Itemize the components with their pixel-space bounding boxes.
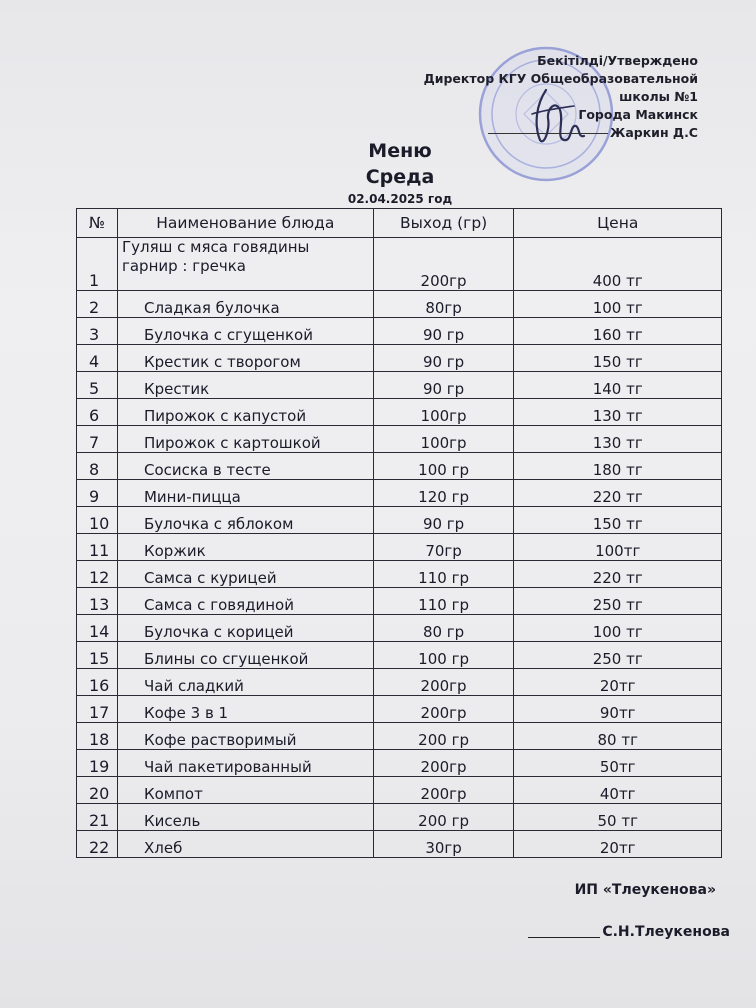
- row-number: 18: [77, 723, 118, 750]
- dish-output: 90 гр: [373, 318, 514, 345]
- dish-name: Сосиска в тесте: [117, 453, 373, 480]
- dish-name: Чай пакетированный: [117, 750, 373, 777]
- row-number: 16: [77, 669, 118, 696]
- dish-output: 110 гр: [373, 561, 514, 588]
- dish-name: Самса с курицей: [117, 561, 373, 588]
- table-row: [77, 777, 722, 804]
- table-row: [77, 507, 722, 534]
- dish-price: 130 тг: [514, 426, 722, 453]
- row-number: 12: [77, 561, 118, 588]
- table-row: [77, 480, 722, 507]
- approval-line-4: Города Макинск: [578, 107, 698, 122]
- dish-name: Булочка с корицей: [117, 615, 373, 642]
- table-row: [77, 561, 722, 588]
- dish-price: 220 тг: [514, 561, 722, 588]
- director-name: Жаркин Д.С: [610, 125, 698, 140]
- dish-output: 90 гр: [373, 372, 514, 399]
- menu-table: [76, 208, 722, 858]
- approval-line-2: Директор КГУ Общеобразовательной: [423, 71, 698, 86]
- row-number: 11: [77, 534, 118, 561]
- approval-line-3: школы №1: [619, 89, 698, 104]
- dish-output: 80 гр: [373, 615, 514, 642]
- dish-name: Хлеб: [117, 831, 373, 858]
- table-row: [77, 453, 722, 480]
- row-number: 3: [77, 318, 118, 345]
- menu-day: Среда: [365, 166, 435, 188]
- dish-output: 100гр: [373, 426, 514, 453]
- dish-output: 80гр: [373, 291, 514, 318]
- dish-output: 90 гр: [373, 345, 514, 372]
- dish-name: Крестик с творогом: [117, 345, 373, 372]
- dish-name: Пирожок с картошкой: [117, 426, 373, 453]
- table-row: [77, 291, 722, 318]
- dish-price: 50тг: [514, 750, 722, 777]
- approval-line-5: [424, 124, 698, 142]
- dish-price: 400 тг: [514, 238, 722, 291]
- dish-output: 120 гр: [373, 480, 514, 507]
- dish-output: 70гр: [373, 534, 514, 561]
- dish-price: 250 тг: [514, 588, 722, 615]
- dish-price: 90тг: [514, 696, 722, 723]
- dish-name: Пирожок с капустой: [117, 399, 373, 426]
- row-number: 22: [77, 831, 118, 858]
- menu-title-block: [360, 138, 440, 190]
- column-header-output: Выход (гр): [373, 209, 514, 238]
- row-number: 20: [77, 777, 118, 804]
- dish-output: 200гр: [373, 238, 514, 291]
- row-number: 2: [77, 291, 118, 318]
- row-number: 1: [77, 238, 118, 291]
- table-row: [77, 345, 722, 372]
- menu-date: 02.04.2025 год: [347, 192, 453, 206]
- dish-name: Булочка с сгущенкой: [117, 318, 373, 345]
- menu-title: Меню: [368, 140, 432, 162]
- dish-name: Мини-пицца: [117, 480, 373, 507]
- row-number: 15: [77, 642, 118, 669]
- dish-output: 200гр: [373, 669, 514, 696]
- dish-name: Самса с говядиной: [117, 588, 373, 615]
- table-row: [77, 669, 722, 696]
- dish-name: Чай сладкий: [117, 669, 373, 696]
- dish-name: Кисель: [117, 804, 373, 831]
- dish-price: 180 тг: [514, 453, 722, 480]
- dish-name: Компот: [117, 777, 373, 804]
- dish-output: 200гр: [373, 777, 514, 804]
- dish-name: [117, 238, 373, 291]
- dish-price: 140 тг: [514, 372, 722, 399]
- dish-price: 220 тг: [514, 480, 722, 507]
- company-name: ИП «Тлеукенова»: [574, 882, 716, 898]
- table-row: [77, 534, 722, 561]
- dish-price: 130 тг: [514, 399, 722, 426]
- table-row: [77, 399, 722, 426]
- column-header-dish: Наименование блюда: [117, 209, 373, 238]
- table-row: [77, 426, 722, 453]
- approval-line-1: Бекітілді/Утверждено: [537, 53, 698, 68]
- dish-name-line-1: Гуляш с мяса говядины: [121, 238, 310, 256]
- dish-output: 100 гр: [373, 642, 514, 669]
- row-number: 5: [77, 372, 118, 399]
- dish-price: 80 тг: [514, 723, 722, 750]
- dish-name: Булочка с яблоком: [117, 507, 373, 534]
- dish-price: 150 тг: [514, 507, 722, 534]
- dish-output: 200 гр: [373, 723, 514, 750]
- approval-block: [424, 52, 698, 142]
- dish-output: 90 гр: [373, 507, 514, 534]
- row-number: 17: [77, 696, 118, 723]
- dish-name-line-2: гарнир : гречка: [121, 257, 246, 275]
- dish-price: 40тг: [514, 777, 722, 804]
- dish-price: 150 тг: [514, 345, 722, 372]
- table-row: [77, 831, 722, 858]
- dish-name: Коржик: [117, 534, 373, 561]
- table-row: [77, 696, 722, 723]
- row-number: 7: [77, 426, 118, 453]
- dish-output: 200 гр: [373, 804, 514, 831]
- dish-price: 100 тг: [514, 615, 722, 642]
- dish-price: 160 тг: [514, 318, 722, 345]
- column-header-price: Цена: [514, 209, 722, 238]
- row-number: 9: [77, 480, 118, 507]
- row-number: 19: [77, 750, 118, 777]
- table-row: [77, 723, 722, 750]
- dish-output: 100гр: [373, 399, 514, 426]
- column-header-number: №: [77, 209, 118, 238]
- dish-output: 110 гр: [373, 588, 514, 615]
- row-number: 8: [77, 453, 118, 480]
- dish-name: Кофе 3 в 1: [117, 696, 373, 723]
- row-number: 6: [77, 399, 118, 426]
- signature-line: [488, 133, 608, 134]
- dish-price: 100 тг: [514, 291, 722, 318]
- table-header-row: [77, 209, 722, 238]
- row-number: 4: [77, 345, 118, 372]
- dish-output: 30гр: [373, 831, 514, 858]
- table-row: [77, 615, 722, 642]
- dish-price: 20тг: [514, 669, 722, 696]
- table-row: [77, 750, 722, 777]
- dish-name: Блины со сгущенкой: [117, 642, 373, 669]
- signer-block: [528, 924, 730, 940]
- dish-price: 100тг: [514, 534, 722, 561]
- table-row: [77, 642, 722, 669]
- dish-name: Крестик: [117, 372, 373, 399]
- dish-output: 100 гр: [373, 453, 514, 480]
- row-number: 13: [77, 588, 118, 615]
- dish-price: 50 тг: [514, 804, 722, 831]
- dish-output: 200гр: [373, 696, 514, 723]
- dish-name: Сладкая булочка: [117, 291, 373, 318]
- table-row: [77, 588, 722, 615]
- row-number: 14: [77, 615, 118, 642]
- table-row: [77, 372, 722, 399]
- dish-output: 200гр: [373, 750, 514, 777]
- row-number: 10: [77, 507, 118, 534]
- signer-signature-line: [528, 937, 600, 938]
- table-row: [77, 238, 722, 291]
- table-row: [77, 804, 722, 831]
- dish-name: Кофе растворимый: [117, 723, 373, 750]
- signer-name: С.Н.Тлеукенова: [602, 924, 730, 940]
- dish-price: 20тг: [514, 831, 722, 858]
- table-row: [77, 318, 722, 345]
- row-number: 21: [77, 804, 118, 831]
- dish-price: 250 тг: [514, 642, 722, 669]
